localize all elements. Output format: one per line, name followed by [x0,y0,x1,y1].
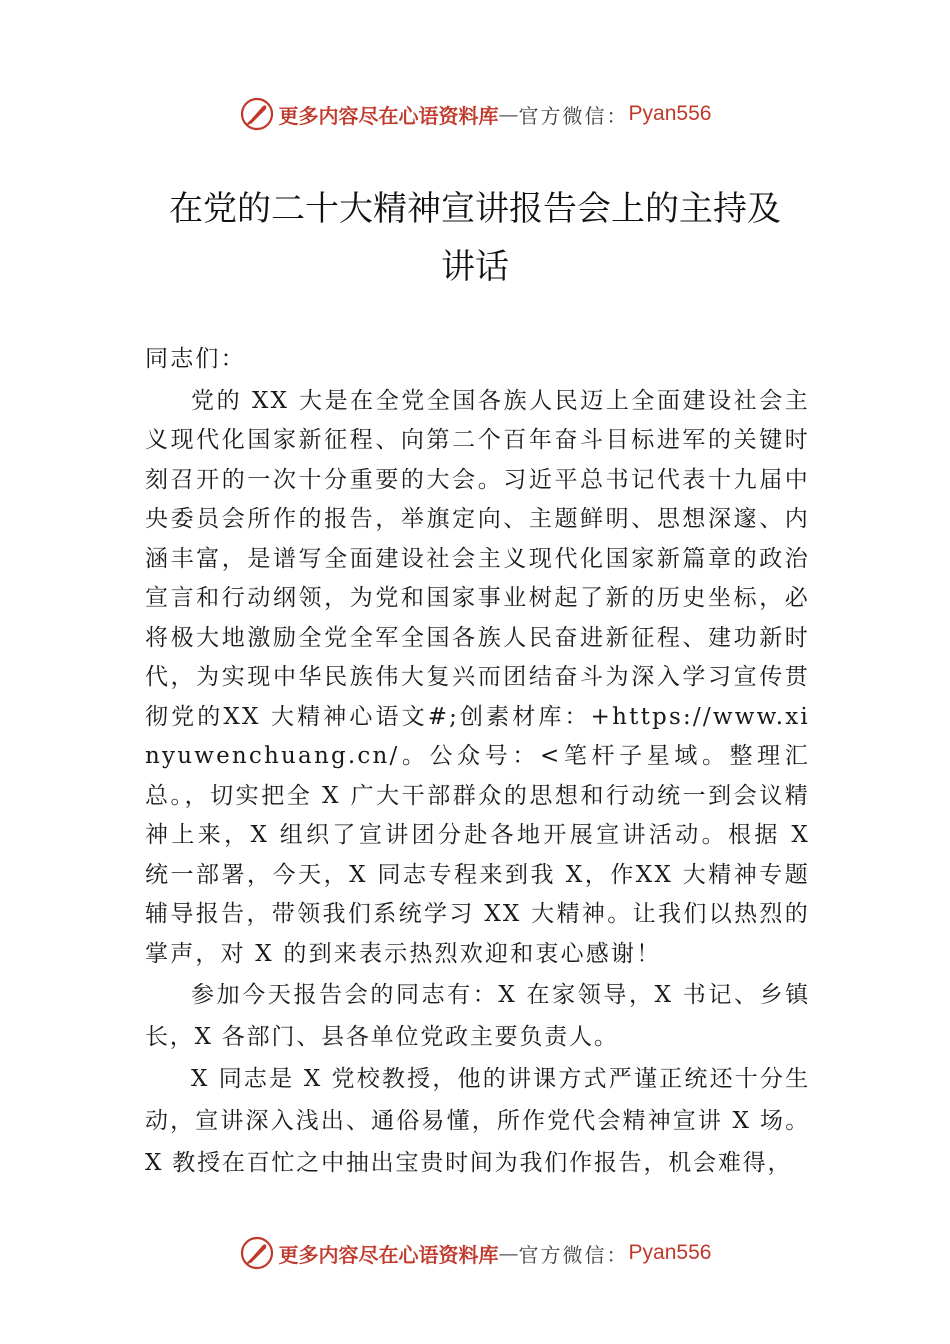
salutation: 同志们： [145,346,246,372]
banner-label: 官方微信： [518,1242,629,1267]
quill-logo-icon [239,96,275,132]
document-body [145,340,810,1184]
document-title [0,180,950,296]
banner-brand: 更多内容尽在心语资料库 [278,1242,499,1267]
banner-wechat-id: Pyan556 [628,102,712,125]
banner-separator: — [498,1241,519,1265]
paragraph-2: 参加今天报告会的同志有：X 在家领导，X 书记、乡镇长，X 各部门、县各单位党政主要负责人。 [145,982,810,1050]
banner-wechat-id: Pyan556 [628,1241,712,1264]
title-line-2: 讲话 [441,247,509,287]
quill-logo-icon [239,1235,275,1271]
banner-label: 官方微信： [518,103,629,128]
banner-separator: — [498,102,519,126]
title-line-1: 在党的二十大精神宣讲报告会上的主持及 [169,189,781,229]
banner-brand: 更多内容尽在心语资料库 [278,103,499,128]
footer-banner [0,1231,950,1275]
header-banner [0,92,950,136]
paragraph-1: 党的 XX 大是在全党全国各族人民迈上全面建设社会主义现代化国家新征程、向第二个百年奋斗目标进军的关键时刻召开的一次十分重要的大会。习近平总书记代表十九届中央委员会所作的报告，举旗定向、主题鲜明、思想深邃、内涵丰富，是谱写全面建设社会主义现代化国家新篇章的政治宣言和行动纲领，为党和国家事业树起了新的历史坐标，必将极大地激励全党全军全国各族人民奋进新征程、建功新时代，为实现中华民族伟大复兴而团结奋斗为深入学习宣传贯彻党的XX 大精神心语文#;创素材库：+https://www.xinyuwenchuang.cn/。公众号：<笔杆子星域。整理汇总。，切实把全 X 广大干部群众的思想和行动统一到会议精神上来，X 组织了宣讲团分赴各地开展宣讲活动。根据 X 统一部署，今天，X 同志专程来到我 X，作XX 大精神专题辅导报告，带领我们系统学习 XX 大精神。让我们以热烈的掌声，对 X 的到来表示热烈欢迎和衷心感谢！ [145,387,810,967]
paragraph-3: X 同志是 X 党校教授，他的讲课方式严谨正统还十分生动，宣讲深入浅出、通俗易懂，所作党代会精神宣讲 X 场。X 教授在百忙之中抽出宝贵时间为我们作报告，机会难得， [145,1066,810,1176]
